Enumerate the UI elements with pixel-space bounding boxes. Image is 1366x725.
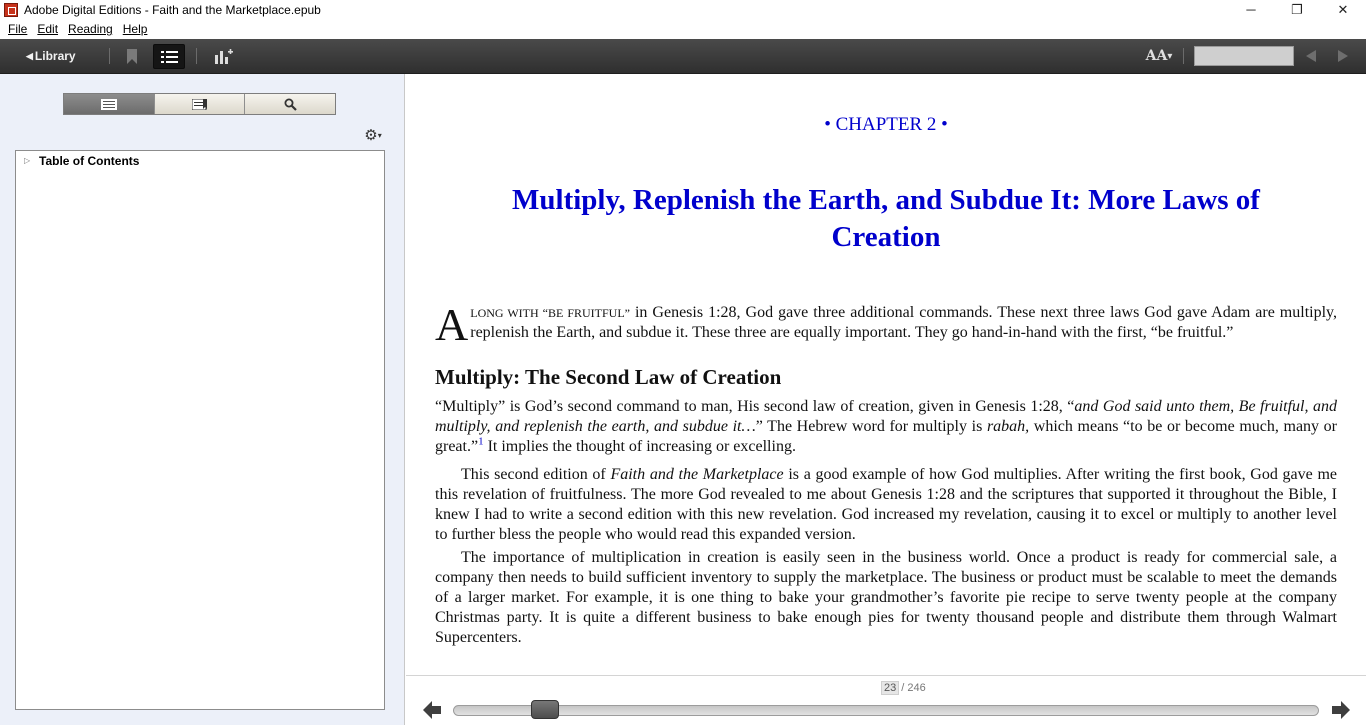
minimize-button[interactable]: ─ bbox=[1246, 2, 1256, 17]
scripture-quote: and God said unto them, Be fruitful, and multiply, and replenish the earth, and subdue it… bbox=[435, 398, 1337, 435]
toolbar-separator bbox=[109, 48, 110, 64]
back-triangle-icon: ◀ bbox=[26, 50, 33, 61]
prev-page-icon[interactable] bbox=[1302, 47, 1320, 65]
toc-tab[interactable] bbox=[64, 94, 155, 114]
sidebar-tabs bbox=[63, 93, 336, 115]
font-size-label: AA bbox=[1145, 48, 1168, 64]
toolbar-separator bbox=[196, 48, 197, 64]
window-controls bbox=[1228, 0, 1366, 19]
reader-toolbar bbox=[0, 39, 1366, 74]
close-button[interactable]: ✕ bbox=[1337, 1, 1349, 17]
paragraph-text: in Genesis 1:28, God gave three additional commands. These next three laws God gave Adam are multiply, replenish the Earth, and subdue it. These three are equally important. They go hand-in-hand with the first, “be fruitful.” bbox=[470, 304, 1337, 341]
book-title-italic: Faith and the Marketplace bbox=[610, 466, 784, 483]
chart-add-icon[interactable] bbox=[214, 47, 234, 65]
toc-tab-icon bbox=[101, 99, 117, 110]
paragraph-text: which means “to be or become much, many or great.” bbox=[435, 418, 1338, 455]
gear-caret-icon: ▾ bbox=[377, 130, 382, 140]
library-button-label: Library bbox=[34, 49, 76, 63]
drop-cap: A bbox=[435, 299, 469, 350]
expand-triangle-icon[interactable]: ▷ bbox=[24, 156, 31, 165]
toolbar-separator bbox=[1183, 48, 1184, 64]
page-indicator bbox=[881, 681, 926, 695]
reading-pane bbox=[406, 74, 1366, 675]
menu-reading-label: Reading bbox=[68, 22, 113, 36]
toc-item-root[interactable] bbox=[24, 154, 139, 168]
goto-page-input[interactable] bbox=[1194, 46, 1294, 66]
page-slider-track[interactable] bbox=[453, 705, 1319, 716]
menu-edit[interactable] bbox=[32, 22, 63, 36]
paragraph-text: ” The Hebrew word for multiply is bbox=[755, 418, 987, 435]
menu-reading[interactable] bbox=[63, 22, 118, 36]
maximize-button[interactable]: ❐ bbox=[1291, 1, 1303, 17]
toc-item-label: Table of Contents bbox=[39, 154, 140, 168]
paragraph-multiply bbox=[435, 397, 1337, 457]
menu-help[interactable] bbox=[118, 22, 153, 36]
menu-bar bbox=[0, 19, 1366, 39]
gear-icon[interactable]: ⚙ ▾ bbox=[364, 127, 382, 144]
section-heading: Multiply: The Second Law of Creation bbox=[435, 365, 782, 389]
paragraph-second-edition bbox=[435, 465, 1337, 545]
paragraph-text: “Multiply” is God’s second command to man, His second law of creation, given in Genesis 1:28, “ bbox=[435, 398, 1075, 415]
menu-file-label: File bbox=[8, 22, 28, 36]
next-page-arrow-icon[interactable] bbox=[1330, 701, 1350, 719]
toc-list-icon[interactable] bbox=[153, 44, 185, 69]
window-title: Adobe Digital Editions - Faith and the Marketplace.epub bbox=[24, 2, 321, 17]
previous-page-arrow-icon[interactable] bbox=[423, 701, 443, 719]
bookmark-icon[interactable] bbox=[124, 48, 140, 64]
paragraph-business: The importance of multiplication in creation is easily seen in the business world. Once a product is ready for commercial sale, a company then needs to build sufficient inventory to supply the marketplace. The business or product must be scalable to meet the demands of a larger market. For example, it is one thing to bake your grandmother’s favorite pie recipe to serve twenty people at the company Christmas party. It is quite a different business to bake enough pies for twenty thousand people and distribute them through Walmart Supercenters. bbox=[435, 549, 1337, 646]
search-tab[interactable] bbox=[245, 94, 335, 114]
hebrew-word: rabah, bbox=[986, 418, 1030, 435]
page-slider-thumb[interactable] bbox=[531, 700, 559, 719]
search-icon bbox=[284, 98, 297, 111]
dropdown-caret-icon: ▾ bbox=[1167, 50, 1173, 62]
app-logo-icon bbox=[4, 3, 18, 17]
small-caps-lead: LONG WITH “BE FRUITFUL” bbox=[470, 306, 630, 320]
toc-tree bbox=[15, 150, 385, 710]
menu-file[interactable] bbox=[3, 22, 32, 36]
menu-help-label: Help bbox=[122, 22, 148, 36]
menu-edit-label: Edit bbox=[37, 22, 59, 36]
library-button[interactable] bbox=[26, 46, 76, 66]
bookmarks-tab[interactable] bbox=[155, 94, 246, 114]
paragraph-text: It implies the thought of increasing or excelling. bbox=[483, 438, 796, 455]
font-size-icon[interactable] bbox=[1145, 47, 1173, 65]
paragraph-text: This second edition of bbox=[461, 466, 611, 483]
paragraph-text: is a good example of how God multiplies. After writing the first book, God gave me this revelation of fruitfulness. The more God revealed to me about Genesis 1:28 and the scriptures that supported it throughout the Bible, I knew I had to write a second edition with this new revelation. God increased my revelation, causing it to excel or multiply to another level to further bless the people who would read this expanded version. bbox=[435, 466, 1337, 543]
chapter-title: Multiply, Replenish the Earth, and Subdue It: More Laws of Creation bbox=[512, 184, 1260, 253]
chapter-number: • CHAPTER 2 • bbox=[824, 114, 948, 135]
paragraph-intro bbox=[435, 299, 1337, 350]
next-page-icon[interactable] bbox=[1334, 47, 1352, 65]
current-page-number[interactable]: 23 bbox=[881, 681, 899, 695]
bookmarks-tab-icon bbox=[192, 99, 208, 110]
total-pages: / 246 bbox=[901, 682, 926, 694]
title-bar bbox=[0, 0, 1366, 19]
page-navigation-bar bbox=[406, 675, 1366, 725]
footnote-link[interactable]: 1 bbox=[478, 435, 484, 448]
navigation-sidebar bbox=[0, 74, 405, 725]
